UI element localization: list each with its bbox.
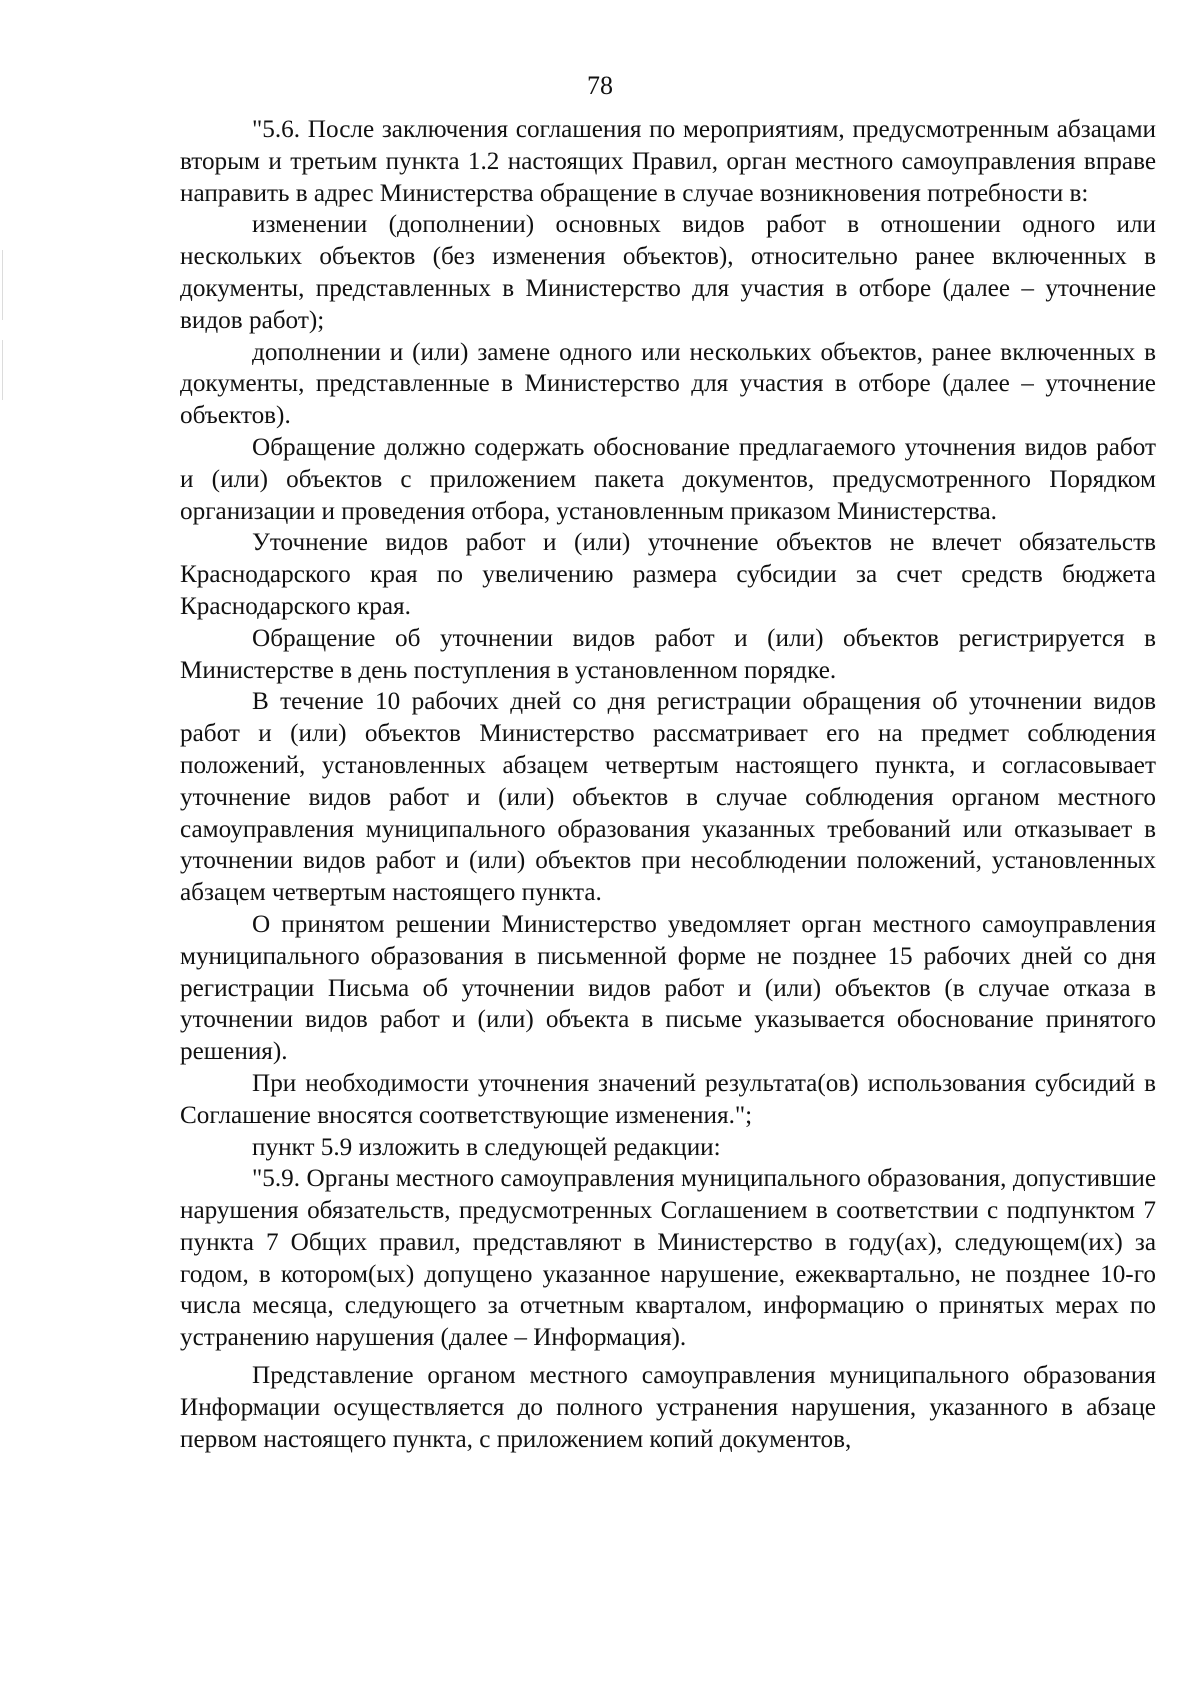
paragraph-objects: дополнении и (или) замене одного или нескольких объектов, ранее включенных в документы, представленные в Министерство для участия в отборе (далее – уточнение объектов).	[180, 338, 1156, 430]
paragraph-review-period: В течение 10 рабочих дней со дня регистрации обращения об уточнении видов работ и (или) объектов Министерство рассматривает его на предмет соблюдения положений, установленных абзацем четвертым настоящего пункта, и согласовывает уточнение видов работ и (или) объектов в случае соблюдения органом местного самоуправления муниципального образования указанных требований или отказывает в уточнении видов работ и (или) объектов при несоблюдении положений, установленных абзацем четвертым настоящего пункта.	[180, 688, 1156, 907]
paragraph-agreement-changes: При необходимости уточнения значений результата(ов) использования субсидий в Соглашение вносятся соответствующие изменения.";	[180, 1069, 1156, 1129]
paragraph-information-submission: Представление органом местного самоуправления муниципального образования Информации осуществляется до полного устранения нарушения, указанного в абзаце первом настоящего пункта, с приложением копий документов,	[180, 1362, 1156, 1453]
paragraph-clause-5-9-intro: пункт 5.9 изложить в следующей редакции:	[252, 1133, 721, 1161]
paragraph-registration: Обращение об уточнении видов работ и (или) объектов регистрируется в Министерстве в день поступления в установленном порядке.	[180, 624, 1156, 684]
scan-edge-mark	[2, 250, 3, 320]
paragraph-work-types: изменении (дополнении) основных видов работ в отношении одного или нескольких объектов (без изменения объектов), относительно ранее включенных в документы, представленных в Министерство для участия в отборе (далее – уточнение видов работ);	[180, 211, 1156, 334]
paragraph-no-obligations: Уточнение видов работ и (или) уточнение объектов не влечет обязательств Краснодарского края по увеличению размера субсидии за счет средств бюджета Краснодарского края.	[180, 529, 1156, 620]
page-number: 78	[587, 71, 613, 100]
paragraph-decision-notice: О принятом решении Министерство уведомляет орган местного самоуправления муниципального образования в письменной форме не позднее 15 рабочих дней со дня регистрации Письма об уточнении видов работ и (или) объектов (в случае отказа в уточнении видов работ и (или) объекта в письме указывается обоснование принятого решения).	[180, 910, 1156, 1066]
paragraph-5-6: "5.6. После заключения соглашения по мероприятиям, предусмотренным абзацами вторым и третьим пункта 1.2 настоящих Правил, орган местного самоуправления вправе направить в адрес Министерства обращение в случае возникновения потребности в:	[180, 116, 1156, 207]
scan-edge-mark	[2, 340, 3, 400]
document-body	[180, 114, 1156, 1455]
paragraph-appeal-content: Обращение должно содержать обоснование предлагаемого уточнения видов работ и (или) объектов с приложением пакета документов, предусмотренного Порядком организации и проведения отбора, установленным приказом Министерства.	[180, 433, 1156, 525]
paragraph-5-9: "5.9. Органы местного самоуправления муниципального образования, допустившие нарушения обязательств, предусмотренных Соглашением в соответствии с подпунктом 7 пункта 7 Общих правил, представляют в Министерство в году(ах), следующем(их) за годом, в котором(ых) допущено указанное нарушение, ежеквартально, не позднее 10-го числа месяца, следующего за отчетным кварталом, информацию о принятых мерах по устранению нарушения (далее – Информация).	[180, 1165, 1156, 1352]
